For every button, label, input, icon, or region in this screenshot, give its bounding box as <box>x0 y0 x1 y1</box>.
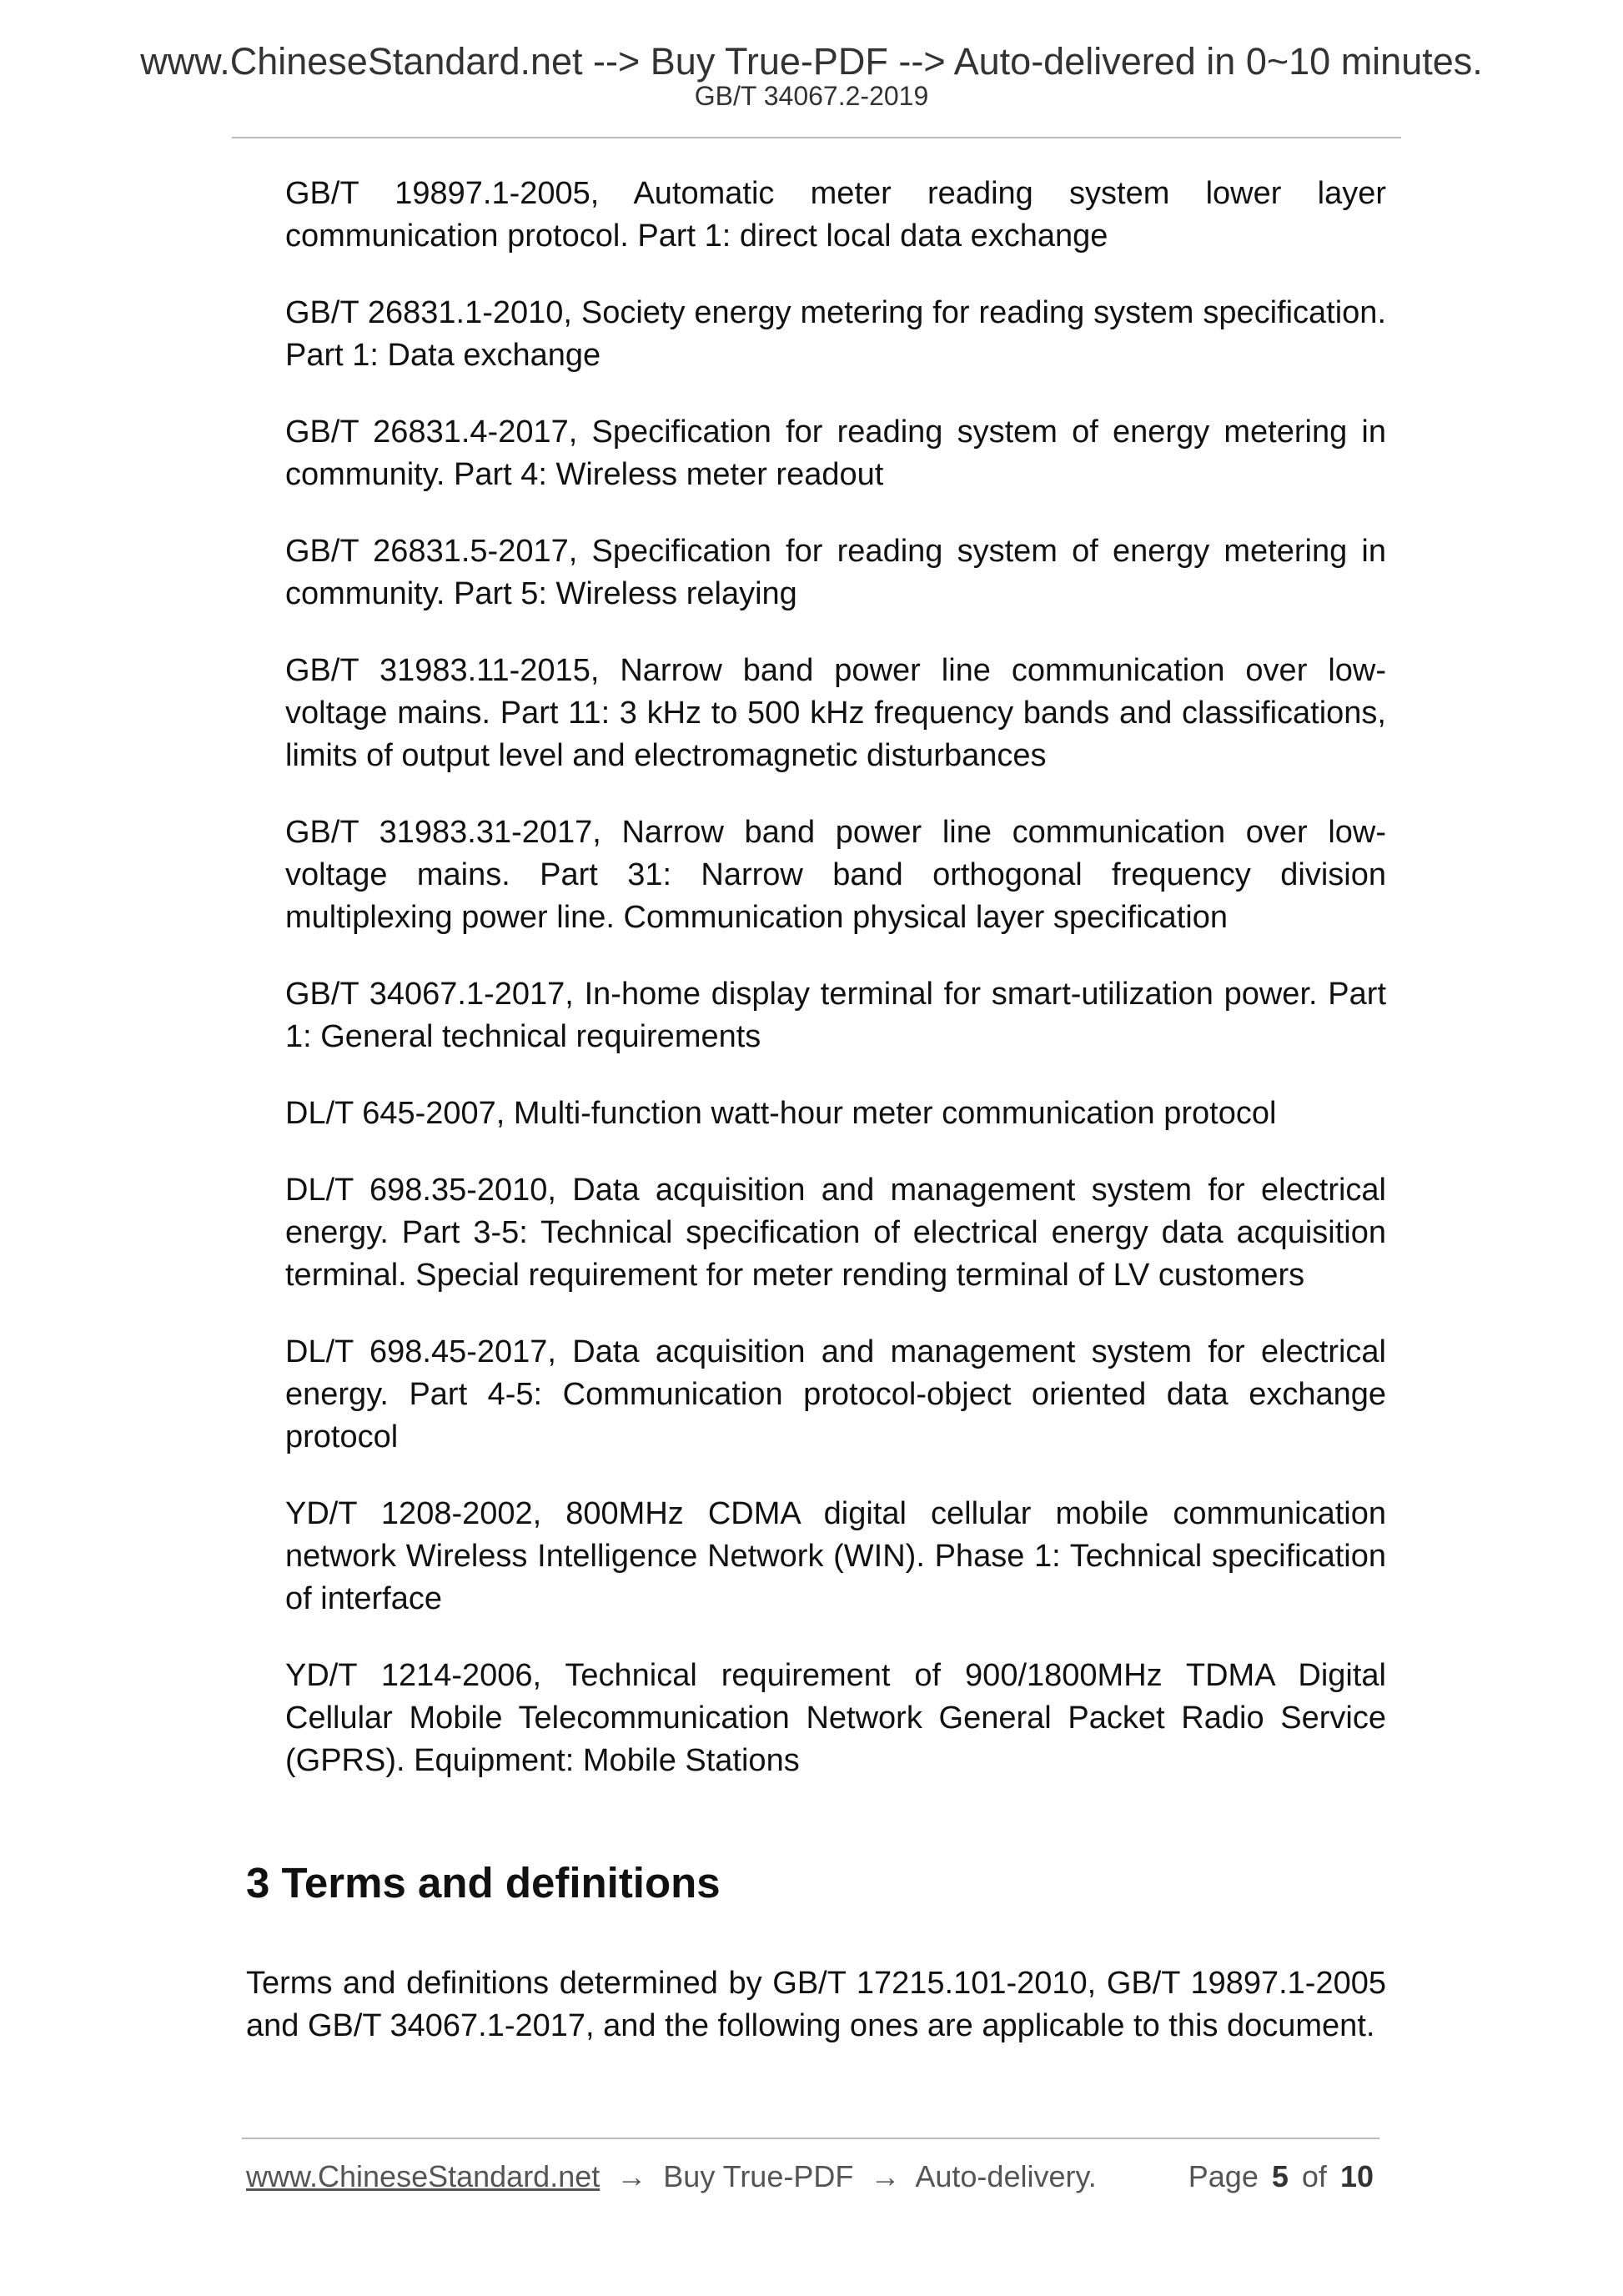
section-body-text: Terms and definitions determined by GB/T 17215.101-2010, GB/T 19897.1-2005 and GB/T 34067.1-2017, and the following ones are applicable to this document. <box>246 1966 1386 2043</box>
top-banner: www.ChineseStandard.net --> Buy True-PDF --> Auto-delivered in 0~10 minutes. <box>140 40 1483 83</box>
page-current: 5 <box>1271 2159 1289 2193</box>
footer-links <box>246 2158 1097 2195</box>
reference-item: GB/T 31983.11-2015, Narrow band power line communication over low-voltage mains. Part 11: 3 kHz to 500 kHz frequency bands and classifications, limits of output level and electromagnetic disturbances <box>285 653 1386 773</box>
document-code: GB/T 34067.2-2019 <box>694 81 929 111</box>
reference-item: GB/T 31983.31-2017, Narrow band power line communication over low-voltage mains. Part 31: Narrow band orthogonal frequency division multiplexing power line. Communication physical layer specification <box>285 815 1386 935</box>
arrow-right-icon: → <box>616 2159 647 2193</box>
page-total: 10 <box>1339 2159 1374 2193</box>
reference-item: YD/T 1208-2002, 800MHz CDMA digital cellular mobile communication network Wireless Intelligence Network (WIN). Phase 1: Technical specification of interface <box>285 1496 1386 1616</box>
auto-delivery-text: Auto-delivery. <box>915 2159 1097 2193</box>
reference-item: DL/T 698.35-2010, Data acquisition and management system for electrical energy. Part 3-5: Technical specification of electrical energy data acquisition terminal. Special requirement for meter rending terminal of LV customers <box>285 1173 1386 1293</box>
website-link[interactable]: www.ChineseStandard.net <box>246 2159 600 2193</box>
page-indicator <box>1188 2158 1379 2195</box>
reference-item: YD/T 1214-2006, Technical requirement of 900/1800MHz TDMA Digital Cellular Mobile Telecommunication Network General Packet Radio Service (GPRS). Equipment: Mobile Stations <box>285 1658 1386 1778</box>
header-divider <box>232 137 1401 138</box>
buy-pdf-text: Buy True-PDF <box>663 2159 854 2193</box>
page-footer <box>246 2158 1380 2195</box>
reference-item: GB/T 26831.4-2017, Specification for reading system of energy metering in community. Part 4: Wireless meter readout <box>285 414 1386 492</box>
page-of-label: of <box>1301 2159 1327 2193</box>
reference-item: DL/T 645-2007, Multi-function watt-hour meter communication protocol <box>285 1096 1277 1131</box>
reference-item: GB/T 19897.1-2005, Automatic meter reading system lower layer communication protocol. Part 1: direct local data exchange <box>285 176 1386 254</box>
section-heading: 3 Terms and definitions <box>246 1859 721 1907</box>
reference-item: DL/T 698.45-2017, Data acquisition and management system for electrical energy. Part 4-5: Communication protocol-object oriented data exchange protocol <box>285 1334 1386 1454</box>
page-label: Page <box>1188 2159 1259 2193</box>
arrow-right-icon: → <box>870 2159 901 2193</box>
reference-item: GB/T 26831.1-2010, Society energy metering for reading system specification. Part 1: Data exchange <box>285 295 1386 373</box>
normative-references-list <box>285 173 1386 1816</box>
reference-item: GB/T 34067.1-2017, In-home display terminal for smart-utilization power. Part 1: General technical requirements <box>285 977 1386 1054</box>
reference-item: GB/T 26831.5-2017, Specification for reading system of energy metering in community. Part 5: Wireless relaying <box>285 534 1386 611</box>
footer-divider <box>242 2138 1379 2139</box>
